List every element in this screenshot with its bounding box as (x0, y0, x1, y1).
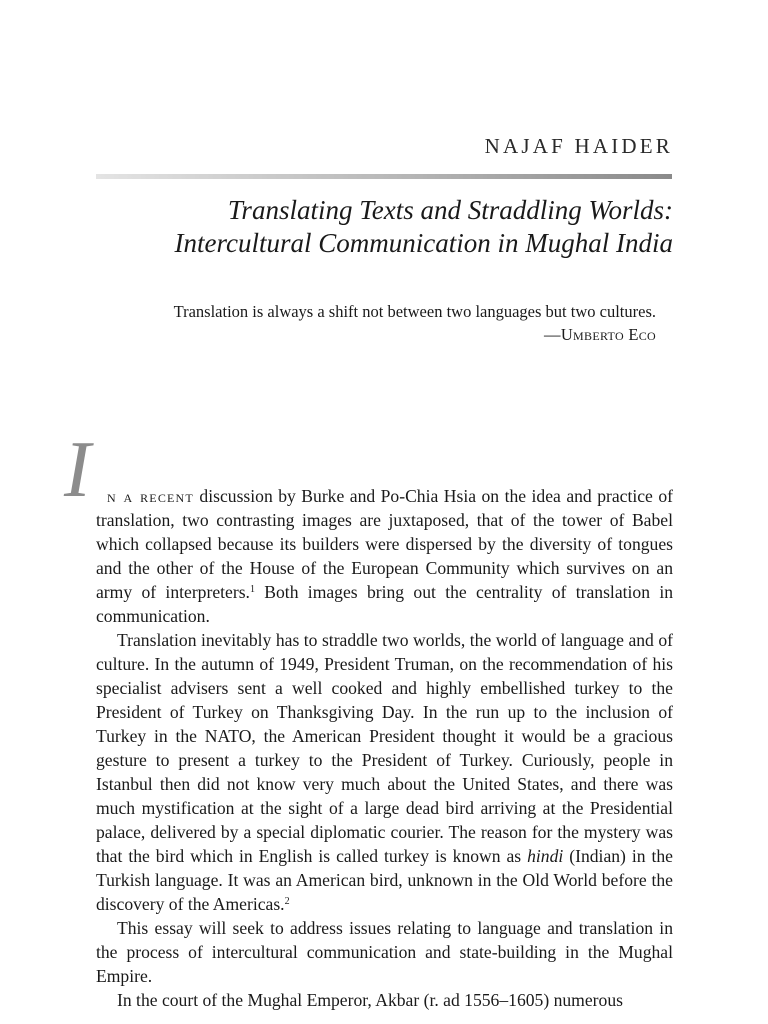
epigraph (96, 300, 656, 346)
paragraph-2-text-b: (Indian) in the Turkish language. It was an American bird, unknown in the Old World before the discovery of the Americas. (96, 846, 673, 914)
epigraph-attribution: —Umberto Eco (544, 325, 656, 344)
epigraph-quote: Translation is always a shift not between two languages but two cultures. (173, 302, 656, 321)
paragraph-1-text-b: Both images bring out the centrality of translation in communication. (96, 582, 674, 626)
article-title (97, 194, 673, 260)
article-body (96, 484, 673, 1012)
paragraph-2-text-a: Translation inevitably has to straddle two worlds, the world of language and of culture. In the autumn of 1949, President Truman, on the recommendation of his specialist advisers sent a well cooked and highly embellished turkey to the President of Turkey on Thanksgiving Day. In the run up to the inclusion of Turkey in the NATO, the American President thought it would be a gracious gesture to present a turkey to the President of Turkey. Curiously, people in Istanbul then did not know very much about the United States, and there was much mystification at the sight of a large dead bird arriving at the Presidential palace, delivered by a special diplomatic courier. The reason for the mystery was that the bird which in English is called turkey is known as (96, 630, 673, 866)
drop-cap: I (64, 426, 91, 514)
paragraph-1 (96, 484, 673, 628)
paragraph-2 (96, 628, 673, 916)
title-rule (96, 174, 672, 179)
paragraph-3: This essay will seek to address issues relating to language and translation in the process of intercultural communication and state-building in the Mughal Empire. (96, 918, 673, 986)
paragraph-4: In the court of the Mughal Emperor, Akbar (r. ad 1556–1605) numerous (117, 990, 623, 1010)
title-line-1: Translating Texts and Straddling Worlds: (227, 195, 673, 225)
title-line-2: Intercultural Communication in Mughal India (174, 228, 673, 258)
paragraph-1-text-a: discussion by Burke and Po-Chia Hsia on the idea and practice of translation, two contrasting images are juxtaposed, that of the tower of Babel which collapsed because its builders were dispersed by the diversity of tongues and the other of the House of the European Community which survives on an army of interpreters. (96, 486, 673, 602)
paragraph-2-italic-term: hindi (527, 846, 564, 866)
lead-in-smallcaps: n a recent (107, 486, 194, 506)
footnote-ref-1[interactable]: 1 (249, 584, 255, 595)
footnote-ref-2[interactable]: 2 (284, 896, 290, 907)
author-name: NAJAF HAIDER (484, 134, 673, 158)
